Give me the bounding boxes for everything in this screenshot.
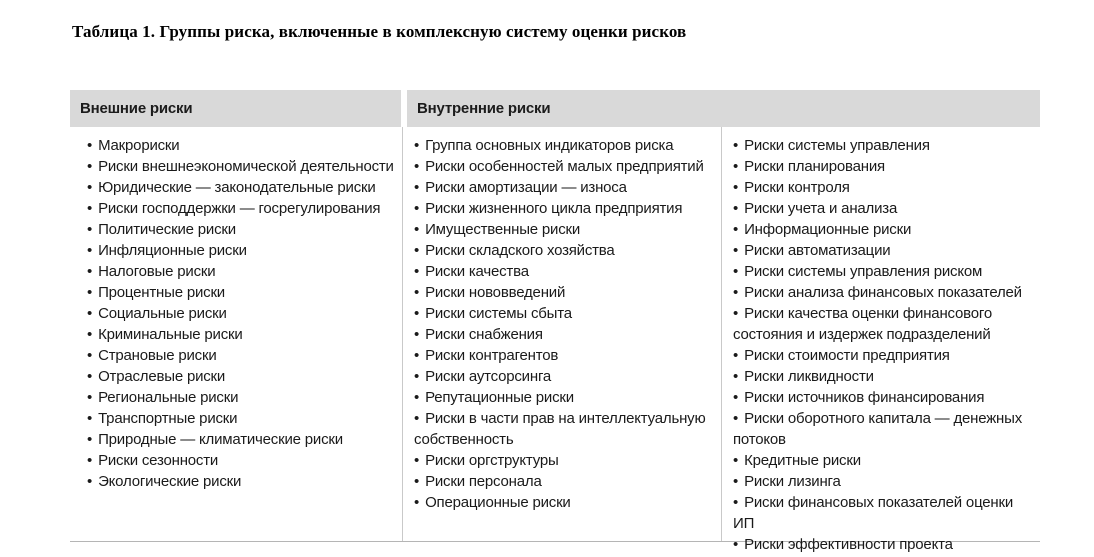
risk-list-item [733,492,1034,534]
table-body [70,127,1040,553]
risk-item-label: Риски учета и анализа [744,200,898,217]
bullet-icon: • [87,263,93,280]
bullet-icon: • [87,389,93,406]
risk-list-item [87,219,396,240]
risk-item-label: Риски жизненного цикла предприятия [425,200,683,217]
risk-item-label: Риски системы управления риском [744,263,983,280]
risk-list-item [87,177,396,198]
bullet-icon: • [87,137,93,154]
risk-list-item [87,408,396,429]
risk-item-label: Имущественные риски [425,221,581,238]
bullet-icon: • [87,347,93,364]
bullet-icon: • [733,452,739,469]
bullet-icon: • [87,410,93,427]
risk-list-item [414,492,715,513]
risk-list-item [414,240,715,261]
risk-list-item [414,366,715,387]
column-internal-risks-2 [722,127,1040,553]
bullet-icon: • [414,242,420,259]
bullet-icon: • [414,347,420,364]
risk-item-label: Риски ликвидности [744,368,874,385]
bullet-icon: • [87,284,93,301]
risk-groups-table [70,90,1040,553]
risk-item-label: Экологические риски [98,473,242,490]
risk-item-label: Риски аутсорсинга [425,368,552,385]
header-cell-external-risks: Внешние риски [70,90,401,127]
bullet-icon: • [87,179,93,196]
table-title: Таблица 1. Группы риска, включенные в комплексную систему оценки рисков [72,22,687,41]
risk-item-label: Инфляционные риски [98,242,247,259]
risk-item-label: Социальные риски [98,305,227,322]
risk-list-item [414,135,715,156]
bullet-icon: • [87,158,93,175]
bullet-icon: • [87,200,93,217]
risk-list-item [733,198,1034,219]
risk-list-item [733,177,1034,198]
risk-list-item [87,198,396,219]
risk-item-label: Риски складского хозяйства [425,242,615,259]
risk-item-label: Риски автоматизации [744,242,891,259]
bullet-icon: • [87,431,93,448]
risk-list-item [733,135,1034,156]
risk-list-item [87,450,396,471]
risk-list-item [733,387,1034,408]
bullet-icon: • [733,263,739,280]
bullet-icon: • [733,536,739,553]
column-external-risks [70,127,403,541]
risk-item-label: Отраслевые риски [98,368,226,385]
risk-list-item [414,324,715,345]
risk-item-label: Репутационные риски [425,389,574,406]
risk-list-item [733,261,1034,282]
risk-list-item [87,387,396,408]
bullet-icon: • [414,179,420,196]
risk-list-item [414,387,715,408]
risk-list-item [414,282,715,303]
bullet-icon: • [733,368,739,385]
risk-item-label: Региональные риски [98,389,239,406]
risk-item-label: Риски снабжения [425,326,543,343]
risk-item-label: Риски источников финансирования [744,389,985,406]
bullet-icon: • [733,200,739,217]
bullet-icon: • [414,158,420,175]
risk-item-label: Риски амортизации — износа [425,179,627,196]
risk-item-label: Риски лизинга [744,473,841,490]
bullet-icon: • [414,389,420,406]
risk-item-label: Риски контроля [744,179,850,196]
bullet-icon: • [414,410,420,427]
risk-list-item [414,261,715,282]
bullet-icon: • [414,137,420,154]
bullet-icon: • [733,347,739,364]
risk-list-item [733,156,1034,177]
bullet-icon: • [414,305,420,322]
bullet-icon: • [733,389,739,406]
risk-list-item [414,156,715,177]
risk-item-label: Кредитные риски [744,452,861,469]
bullet-icon: • [87,305,93,322]
bullet-icon: • [733,473,739,490]
risk-list-item [414,345,715,366]
risk-item-label: Политические риски [98,221,236,238]
risk-item-label: Налоговые риски [98,263,216,280]
table-header-row [70,90,1040,127]
risk-item-label: Риски системы управления [744,137,930,154]
risk-list-item [733,303,1034,345]
bullet-icon: • [87,473,93,490]
bullet-icon: • [414,263,420,280]
risk-list-item [87,135,396,156]
column-internal-risks-1 [403,127,722,541]
risk-list-item [87,345,396,366]
risk-item-label: Риски финансовых показателей оценки ИП [733,494,1014,532]
bullet-icon: • [733,284,739,301]
bullet-icon: • [414,452,420,469]
bullet-icon: • [733,410,739,427]
risk-item-label: Риски сезонности [98,452,219,469]
risk-list-item [733,534,1034,555]
risk-list-item [87,429,396,450]
risk-item-label: Юридические — законодательные риски [98,179,376,196]
risk-list-item [87,324,396,345]
bullet-icon: • [733,158,739,175]
risk-list-item [414,219,715,240]
risk-item-label: Процентные риски [98,284,225,301]
bullet-icon: • [87,221,93,238]
bullet-icon: • [733,494,739,511]
risk-item-label: Криминальные риски [98,326,243,343]
bullet-icon: • [733,137,739,154]
risk-list-item [414,471,715,492]
risk-list-item [733,366,1034,387]
bullet-icon: • [414,200,420,217]
risk-list-item [87,240,396,261]
bullet-icon: • [733,305,739,322]
risk-list-item [733,282,1034,303]
risk-item-label: Риски в части прав на интеллектуальную собственность [414,410,706,448]
bullet-icon: • [414,326,420,343]
risk-item-label: Риски оборотного капитала — денежных потоков [733,410,1022,448]
risk-item-label: Риски планирования [744,158,885,175]
bullet-icon: • [733,179,739,196]
risk-list-item [733,219,1034,240]
bullet-icon: • [87,452,93,469]
risk-list-item [733,345,1034,366]
risk-list-item [87,366,396,387]
bullet-icon: • [87,368,93,385]
bullet-icon: • [733,221,739,238]
risk-item-label: Страновые риски [98,347,217,364]
risk-list-item [733,240,1034,261]
risk-item-label: Риски господдержки — госрегулирования [98,200,381,217]
risk-list-item [733,408,1034,450]
bullet-icon: • [414,494,420,511]
risk-list-item [733,450,1034,471]
risk-item-label: Риски персонала [425,473,542,490]
risk-item-label: Транспортные риски [98,410,238,427]
risk-list-item [414,408,715,450]
risk-item-label: Риски контрагентов [425,347,559,364]
risk-item-label: Природные — климатические риски [98,431,343,448]
risk-list-item [733,471,1034,492]
bullet-icon: • [87,326,93,343]
risk-item-label: Риски внешнеэкономической деятельности [98,158,394,175]
risk-list-item [87,303,396,324]
risk-list-item [414,198,715,219]
risk-list-item [414,177,715,198]
risk-item-label: Риски системы сбыта [425,305,572,322]
bullet-icon: • [733,242,739,259]
risk-item-label: Риски нововведений [425,284,566,301]
risk-item-label: Информационные риски [744,221,912,238]
risk-list-item [87,282,396,303]
risk-item-label: Риски качества [425,263,529,280]
bullet-icon: • [87,242,93,259]
risk-item-label: Риски качества оценки финансового состояния и издержек подразделений [733,305,992,343]
risk-list-item [87,156,396,177]
bullet-icon: • [414,473,420,490]
bullet-icon: • [414,284,420,301]
risk-list-item [414,303,715,324]
risk-item-label: Риски стоимости предприятия [744,347,950,364]
risk-list-item [87,261,396,282]
risk-item-label: Риски эффективности проекта [744,536,953,553]
risk-item-label: Риски особенностей малых предприятий [425,158,704,175]
risk-item-label: Макрориски [98,137,180,154]
risk-item-label: Группа основных индикаторов риска [425,137,674,154]
risk-list-item [87,471,396,492]
risk-list-item [414,450,715,471]
header-cell-internal-risks: Внутренние риски [407,90,1040,127]
risk-item-label: Риски оргструктуры [425,452,559,469]
bullet-icon: • [414,221,420,238]
risk-item-label: Операционные риски [425,494,571,511]
risk-item-label: Риски анализа финансовых показателей [744,284,1022,301]
bullet-icon: • [414,368,420,385]
